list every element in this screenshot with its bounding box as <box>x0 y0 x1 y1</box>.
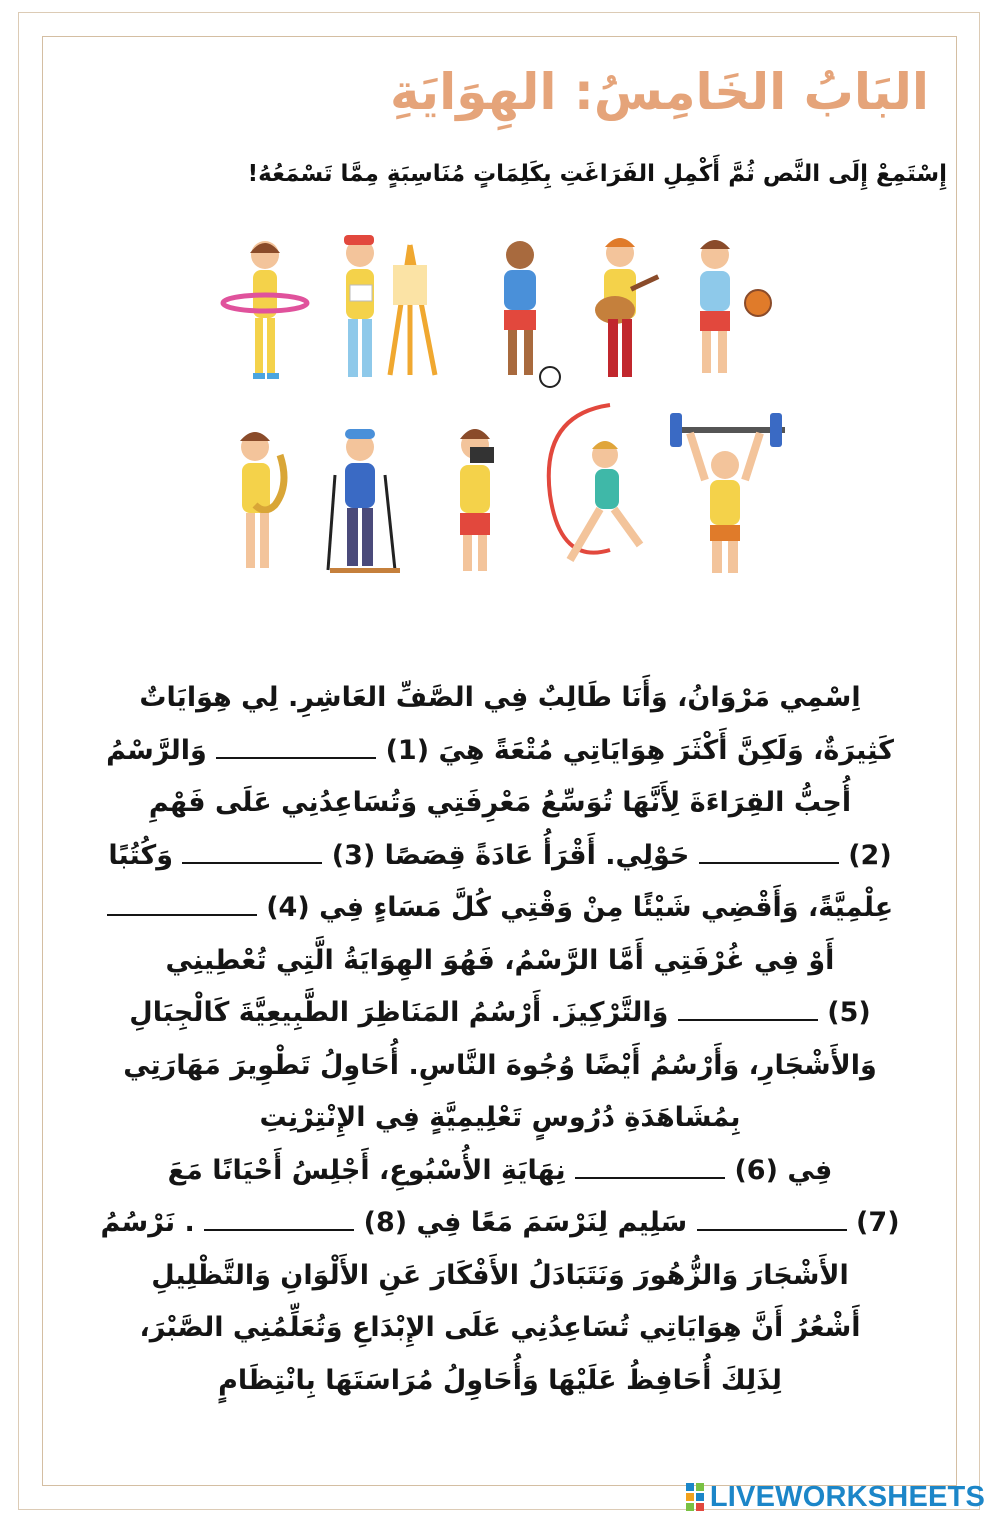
passage-text-run: بِمُشَاهَدَةِ دُرُوسٍ تَعْلِيمِيَّةٍ فِي الإِنْتِرْنِتِ <box>259 1102 741 1133</box>
fill-in-blank[interactable] <box>699 834 839 864</box>
photographer-girl-figure <box>460 429 494 571</box>
passage-text-run: (2) <box>848 839 892 871</box>
passage-text-run: حَوْلِي. أَقْرَأُ عَادَةً قِصَصًا (3) <box>331 839 690 871</box>
weightlifter-boy-figure <box>670 413 785 573</box>
passage-text-run: (7) <box>856 1207 900 1238</box>
logo-text: LIVEWORKSHEETS <box>709 1480 985 1513</box>
passage-text-run: أَشْعُرُ أَنَّ هِوَايَاتِي تُسَاعِدُنِي عَلَى الإِبْدَاعِ وَتُعَلِّمُنِي الصَّبْرَ، <box>139 1312 861 1343</box>
passage-text-run: وَكُتُبًا <box>108 839 173 871</box>
passage-text-run: . نَرْسُمُ <box>100 1207 195 1238</box>
passage-text-run: أَوْ فِي غُرْفَتِي أَمَّا الرَّسْمُ، فَهُوَ الهِوَايَةُ الَّتِي تُعْطِينِي <box>165 944 835 976</box>
gymnast-ribbon-girl-figure <box>549 405 640 560</box>
logo-mark-icon <box>686 1483 704 1511</box>
passage-text-run: (5) <box>827 997 871 1028</box>
hobbies-illustration <box>210 225 790 595</box>
passage-line <box>70 830 930 883</box>
fill-in-blank[interactable] <box>697 1201 847 1231</box>
passage-line <box>70 1092 930 1145</box>
painter-boy-figure <box>344 235 435 377</box>
hula-hoop-girl-figure <box>223 241 307 379</box>
passage-line <box>70 1302 930 1355</box>
passage-text-run: سَلِيم لِنَرْسَمَ مَعًا فِي (8) <box>363 1207 688 1238</box>
fill-in-blank[interactable] <box>204 1201 354 1231</box>
fill-in-blank[interactable] <box>216 729 376 759</box>
basketball-boy-figure <box>700 240 771 373</box>
passage-text-run: عِلْمِيَّةً، وَأَقْضِي شَيْئًا مِنْ وَقْتِي كُلَّ مَسَاءٍ فِي (4) <box>266 892 894 923</box>
passage-line <box>70 1250 930 1303</box>
passage-line <box>70 935 930 988</box>
passage-line <box>70 1145 930 1198</box>
fill-in-blank[interactable] <box>107 886 257 916</box>
fill-in-blank[interactable] <box>678 991 818 1021</box>
passage-line <box>70 725 930 778</box>
fill-in-blank[interactable] <box>182 834 322 864</box>
passage-text-run: وَالتَّرْكِيزَ. أَرْسُمُ المَنَاظِرَ الطَّبِيعِيَّةَ كَالْجِبَالِ <box>129 997 669 1028</box>
passage-line <box>70 1040 930 1093</box>
passage-line <box>70 987 930 1040</box>
skier-boy-figure <box>328 429 400 573</box>
passage-line <box>70 672 930 725</box>
passage-text-run: نِهَايَةِ الأُسْبُوعِ، أَجْلِسُ أَحْيَانًا مَعَ <box>167 1154 566 1186</box>
passage-text-run: الأَشْجَارَ وَالزُّهُورَ وَنَتَبَادَلُ الأَفْكَارَ عَنِ الأَلْوَانِ وَالتَّظْلِيلِ <box>151 1259 849 1291</box>
fill-in-blank[interactable] <box>575 1149 725 1179</box>
passage-line <box>70 882 930 935</box>
passage-text <box>70 672 930 1407</box>
passage-text-run: وَالرَّسْمُ <box>106 734 207 766</box>
passage-line <box>70 777 930 830</box>
passage-text-run: فِي (6) <box>734 1154 833 1186</box>
passage-text-run: وَالأَشْجَارِ، وَأَرْسُمُ أَيْضًا وُجُوهَ النَّاسِ. أُحَاوِلُ تَطْوِيرَ مَهَارَتِي <box>123 1049 877 1081</box>
instruction-text: إِسْتَمِعْ إِلَى النَّص ثُمَّ أَكْمِلِ الفَرَاغَتِ بِكَلِمَاتٍ مُنَاسِبَةٍ مِمَّا تَسْمَعُهُ! <box>247 161 947 187</box>
soccer-boy-figure <box>504 241 560 387</box>
saxophone-girl-figure <box>240 432 284 568</box>
passage-line <box>70 1355 930 1408</box>
passage-text-run: كَثِيرَةٌ، وَلَكِنَّ أَكْثَرَ هِوَايَاتِي مُتْعَةً هِيَ (1) <box>385 734 894 766</box>
guitar-boy-figure <box>595 238 659 377</box>
passage-line <box>70 1197 930 1250</box>
passage-text-run: أُحِبُّ القِرَاءَةَ لِأَنَّهَا تُوَسِّعُ مَعْرِفَتِي وَتُسَاعِدُنِي عَلَى فَهْمِ <box>148 787 852 818</box>
passage-text-run: لِذَلِكَ أُحَافِظُ عَلَيْهَا وَأُحَاوِلُ مُرَاسَتَهَا بِانْتِظَامٍ <box>218 1364 782 1396</box>
page-title: البَابُ الخَامِسُ: الهِوَايَةِ <box>389 63 929 121</box>
liveworksheets-logo <box>686 1482 985 1512</box>
passage-text-run: اِسْمِي مَرْوَانُ، وَأَنَا طَالِبٌ فِي الصَّفِّ العَاشِرِ. لِي هِوَايَاتٌ <box>139 682 861 713</box>
